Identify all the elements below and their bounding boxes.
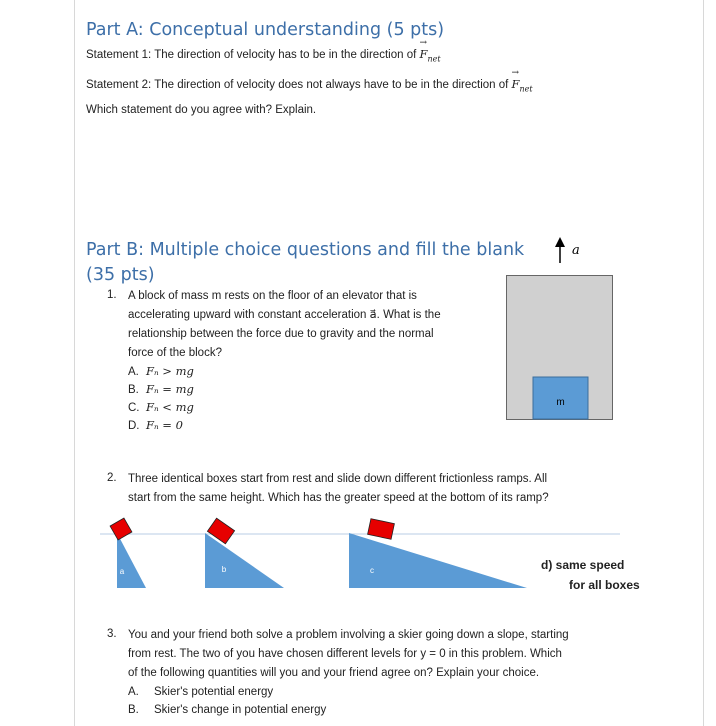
q3-option-b: B. Skier's change in potential energy [128, 704, 327, 716]
elevator-figure [500, 233, 620, 433]
q3-text [128, 626, 569, 683]
part-a-question: Which statement do you agree with? Explain. [86, 104, 317, 116]
ramp-b-label: b [221, 565, 227, 574]
q3-line: from rest. The two of you have chosen different levels for y = 0 in this problem. Which [128, 648, 562, 660]
statement-2-text: Statement 2: The direction of velocity does not always have to be in the direction of [86, 79, 509, 91]
part-a-statement-2 [86, 68, 533, 94]
q2-number: 2. [107, 472, 117, 484]
q3-line: of the following quantities will you and your friend agree on? Explain your choice. [128, 667, 540, 679]
mass-block-label: m [556, 397, 565, 408]
f-net-symbol: F → $_{net}$ [511, 68, 533, 94]
q1-line: relationship between the force due to gravity and the normal [128, 328, 434, 340]
part-b-heading-line-1: Part B: Multiple choice questions and fill the blank [86, 240, 525, 260]
q2-line: start from the same height. Which has the greater speed at the bottom of its ramp? [128, 492, 549, 504]
ramps-figure [100, 512, 620, 592]
q1-option-c: C. Fₙ < mg [128, 400, 194, 414]
ramp-a [117, 533, 146, 588]
q1-line: A block of mass m rests on the floor of an elevator that is [128, 290, 417, 302]
q3-options [128, 683, 326, 719]
acceleration-label: a [572, 243, 580, 258]
q1-line: accelerating upward with constant acceleration a⃗. What is the [128, 309, 441, 321]
page-margin-line-right [703, 0, 704, 726]
part-b-heading-line-2: (35 pts) [86, 265, 155, 285]
q3-line: You and your friend both solve a problem involving a skier going down a slope, starting [128, 629, 569, 641]
f-net-symbol: F → $_{net}$ [419, 38, 441, 64]
part-a-statement-1 [86, 38, 441, 64]
statement-1-text: Statement 1: The direction of velocity has to be in the direction of [86, 49, 417, 61]
q3-option-a: A. Skier's potential energy [128, 686, 274, 698]
arrow-head-icon [555, 237, 565, 247]
ramp-c [349, 533, 527, 588]
ramp-b [205, 533, 284, 588]
box-a [110, 518, 132, 540]
q1-option-b: B. Fₙ = mg [128, 382, 194, 396]
box-c [368, 519, 395, 540]
q1-option-a: A. Fₙ > mg [128, 364, 194, 378]
q1-number: 1. [107, 289, 117, 301]
part-a-heading: Part A: Conceptual understanding (5 pts) [86, 20, 445, 40]
option-d-line-2: for all boxes [569, 578, 640, 592]
q1-text [128, 287, 441, 363]
page-margin-line-left [74, 0, 75, 726]
q1-options [128, 363, 194, 435]
q3-number: 3. [107, 628, 117, 640]
q1-option-d: D. Fₙ = 0 [128, 418, 183, 432]
ramp-a-label: a [119, 567, 125, 576]
option-d-line-1: d) same speed [541, 558, 625, 572]
ramp-c-label: c [370, 566, 374, 575]
q1-line: force of the block? [128, 347, 222, 359]
q2-line: Three identical boxes start from rest and slide down different frictionless ramps. All [128, 473, 548, 485]
q2-text [128, 470, 549, 508]
